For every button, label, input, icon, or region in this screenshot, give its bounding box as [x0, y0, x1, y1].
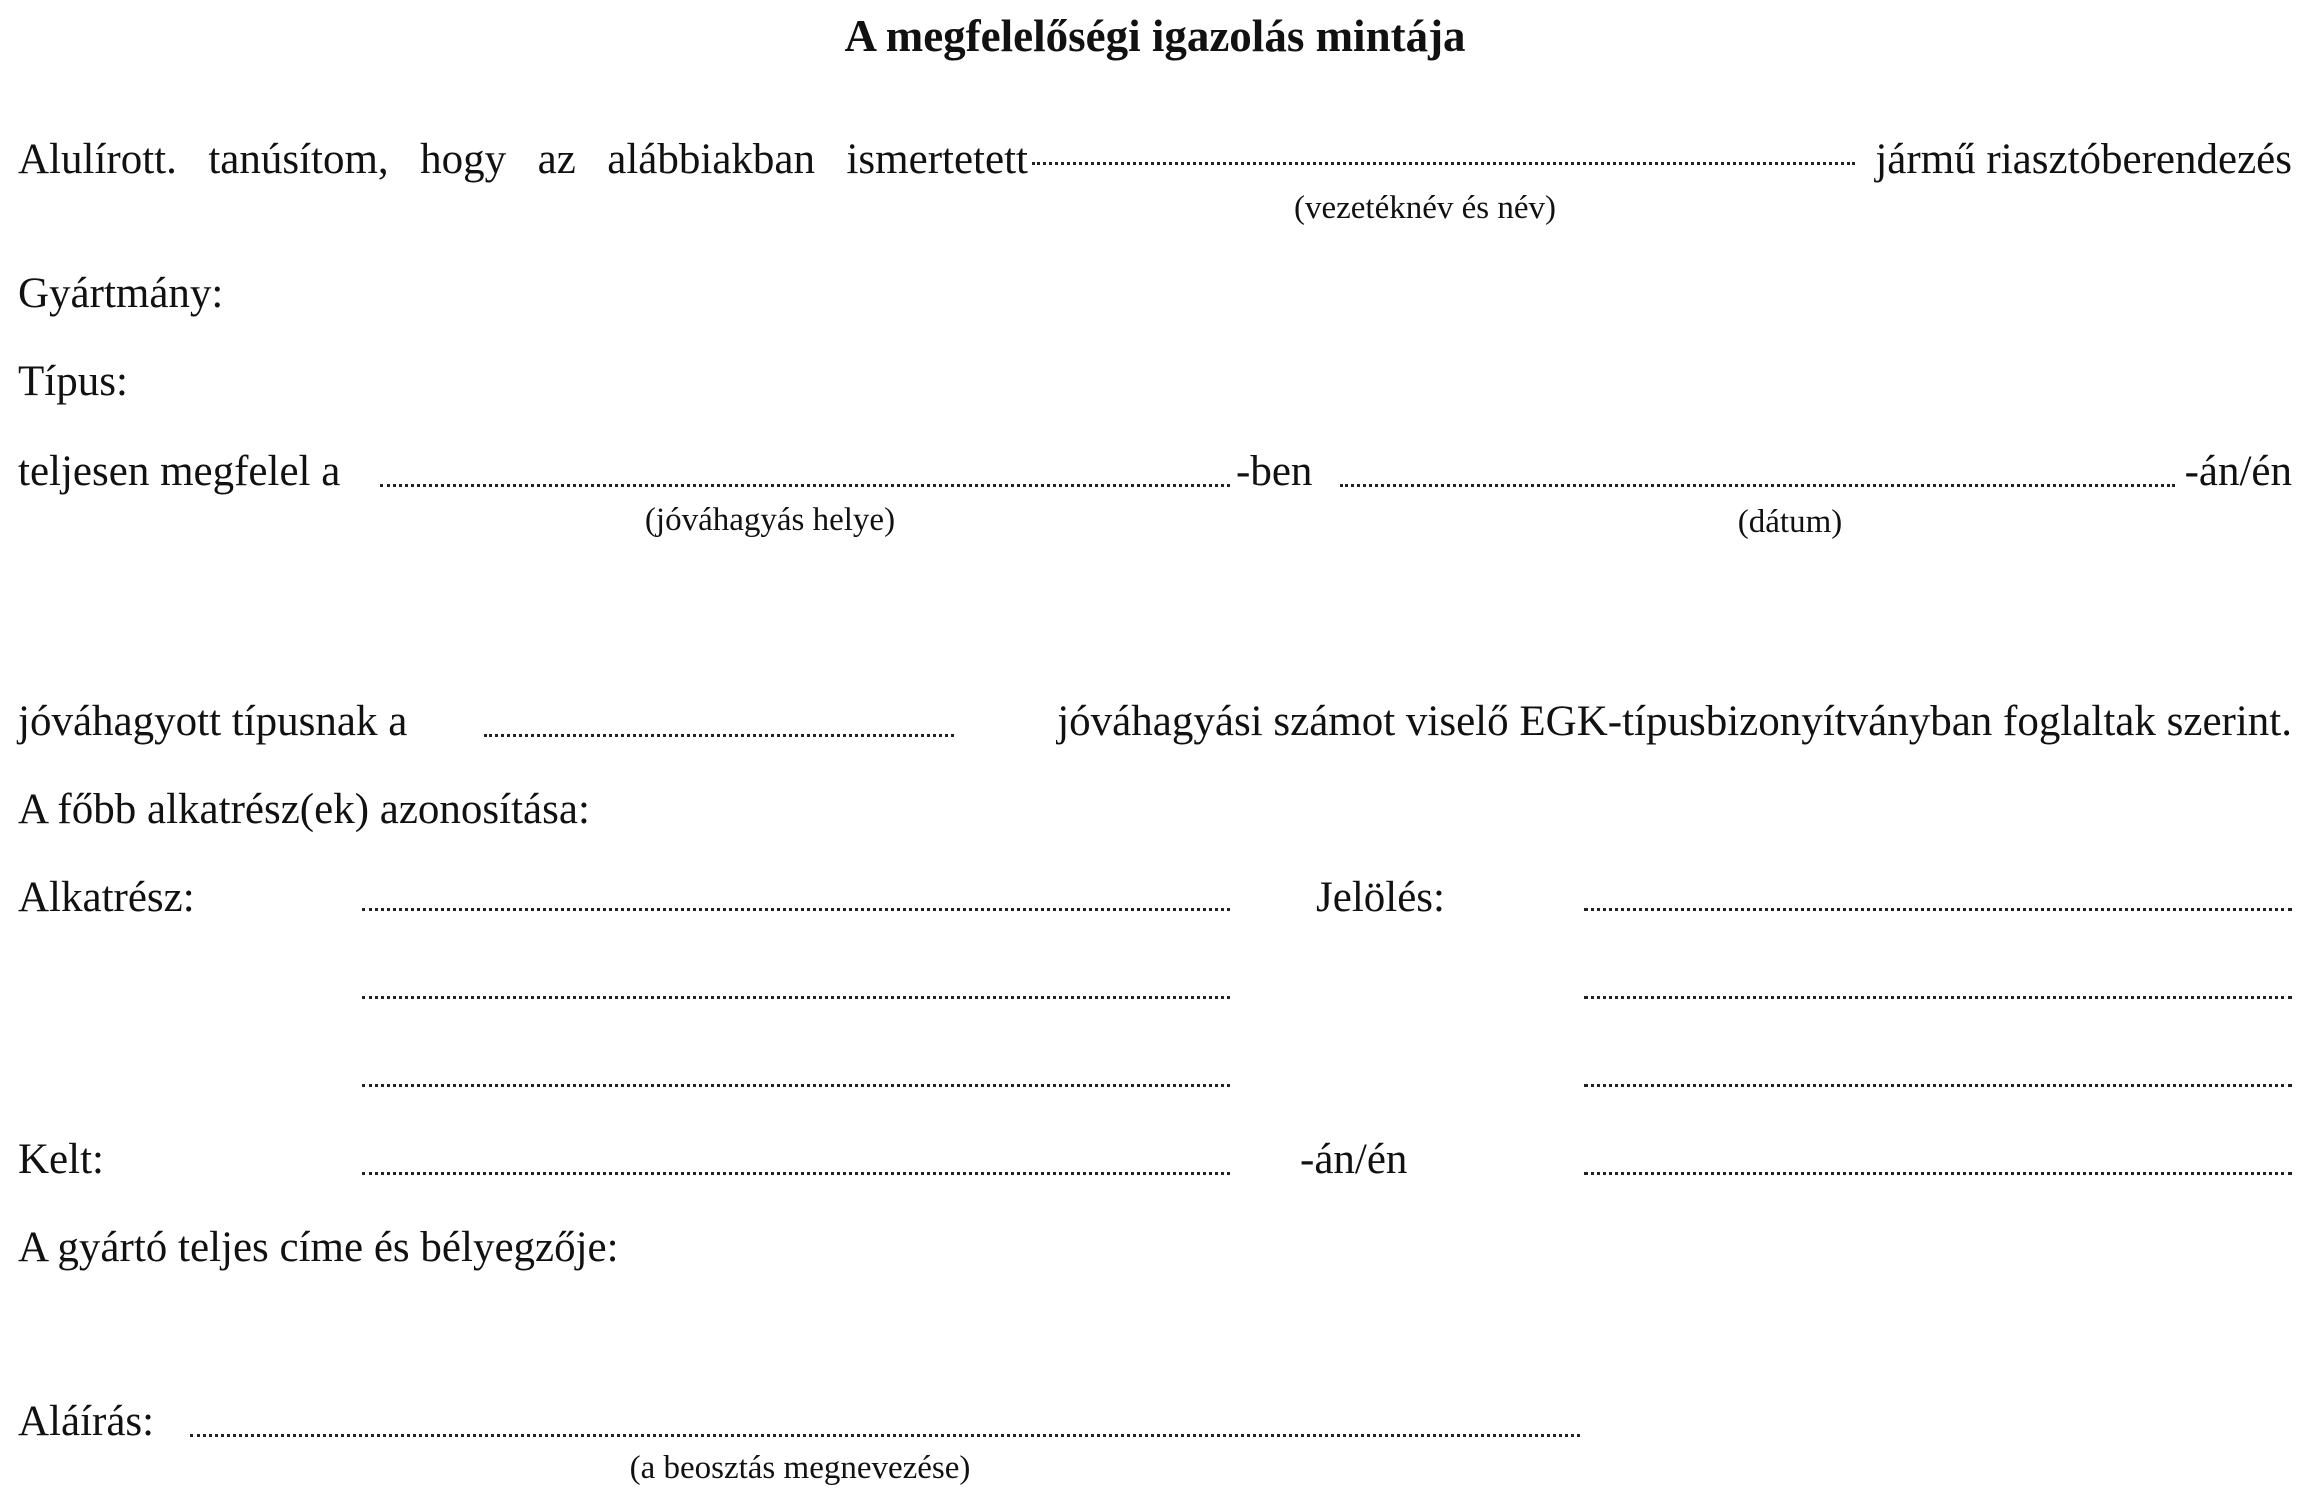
date-place-dots [362, 1172, 1230, 1175]
intro-text: Alulírott. tanúsítom, hogy az alábbiakban ismertetett [18, 136, 1028, 183]
name-caption: (vezetéknév és név) [1293, 190, 1557, 226]
name-field-dots [1032, 162, 1855, 165]
type-label: Típus: [18, 358, 128, 405]
make-label: Gyártmány: [18, 270, 224, 317]
signature-label: Aláírás: [18, 1398, 155, 1445]
approved-suffix: jóváhagyási számot viselő EGK-típusbizonyítványban foglaltak szerint. [1057, 698, 2292, 745]
intro-after: jármű riasztóberendezés [1875, 136, 2292, 183]
approval-number-dots [484, 734, 954, 737]
conformity-ben: -ben [1236, 448, 1313, 495]
marking-label: Jelölés: [1316, 874, 1445, 921]
signature-dots [190, 1434, 1580, 1437]
part-dots-2 [362, 996, 1230, 999]
place-caption: (jóváhagyás helye) [644, 502, 896, 538]
part-dots-1 [362, 908, 1230, 911]
signature-caption: (a beosztás megnevezése) [629, 1450, 971, 1486]
conformity-an-en: -án/én [2184, 448, 2292, 495]
page-title: A megfelelőségi igazolás mintája [844, 11, 1466, 61]
date-an-en: -án/én [1300, 1136, 1408, 1183]
components-heading: A főbb alkatrész(ek) azonosítása: [18, 786, 590, 833]
marking-dots-3 [1584, 1084, 2292, 1087]
approved-prefix: jóváhagyott típusnak a [18, 698, 408, 745]
conformity-prefix: teljesen megfelel a [18, 448, 341, 495]
part-label: Alkatrész: [18, 874, 195, 921]
marking-dots-1 [1584, 908, 2292, 911]
approval-date-dots [1340, 484, 2175, 487]
marking-dots-2 [1584, 996, 2292, 999]
date-value-dots [1584, 1172, 2292, 1175]
part-dots-3 [362, 1084, 1230, 1087]
intro-line [18, 134, 2292, 186]
date-label: Kelt: [18, 1136, 104, 1183]
date-caption: (dátum) [1737, 504, 1843, 540]
manufacturer-label: A gyártó teljes címe és bélyegzője: [18, 1224, 619, 1271]
approval-place-dots [380, 484, 1230, 487]
